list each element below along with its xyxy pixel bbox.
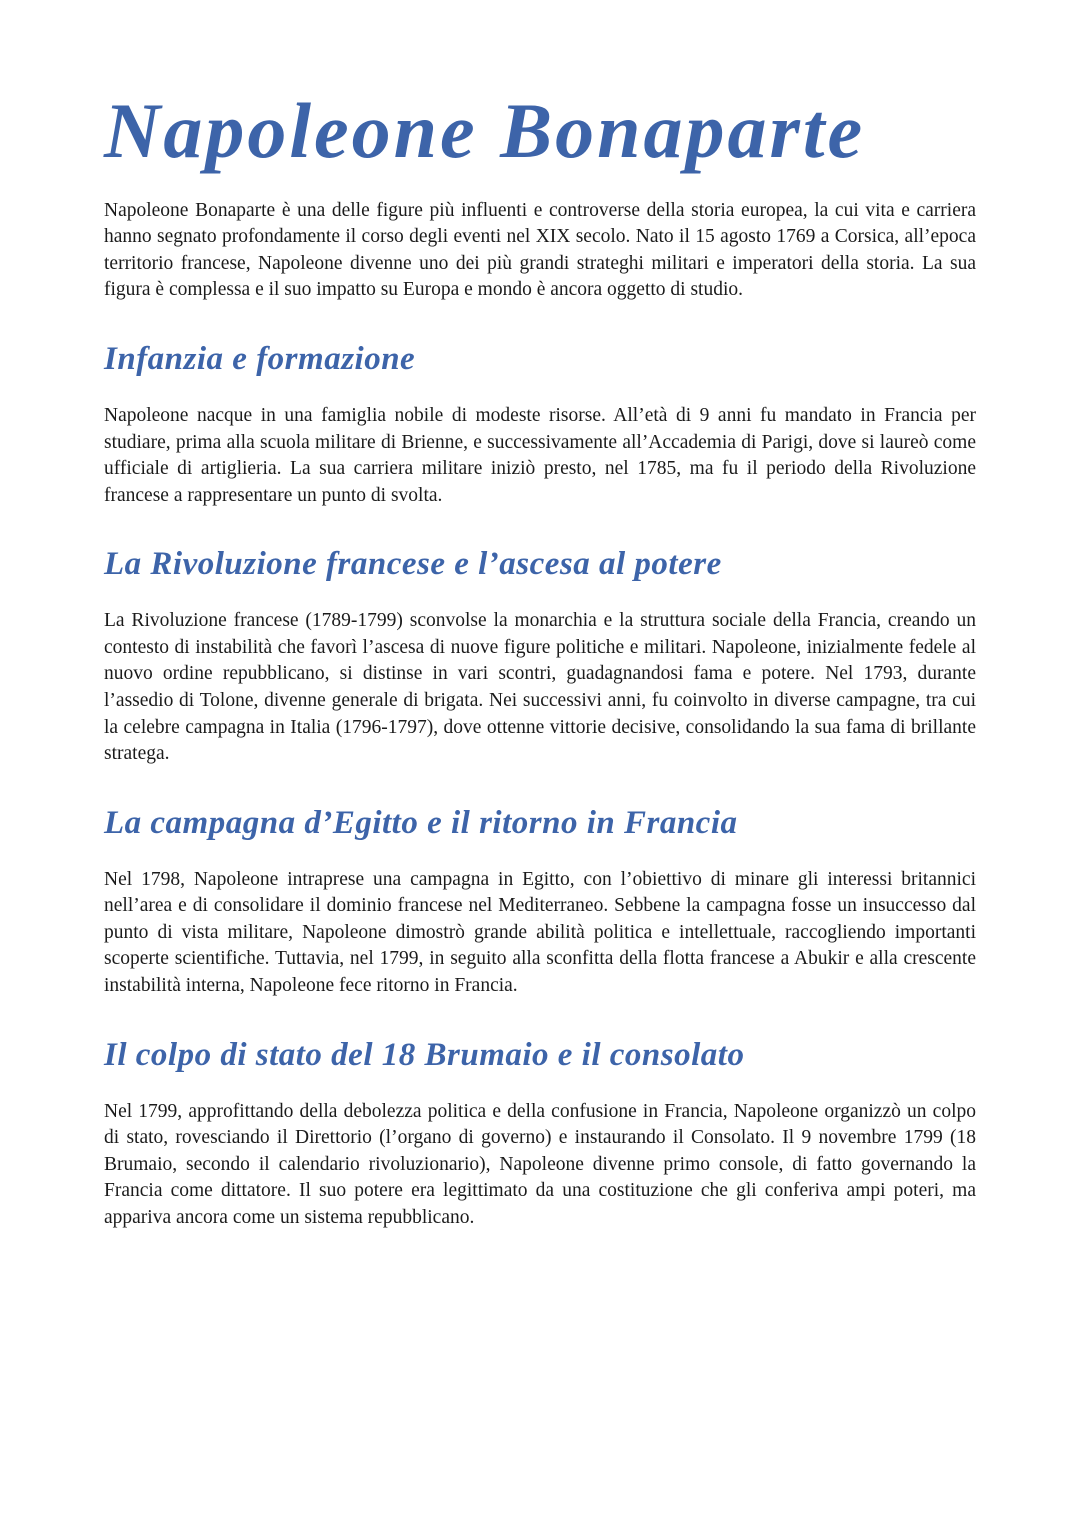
section-heading-brumaio: Il colpo di stato del 18 Brumaio e il consolato — [104, 1036, 745, 1073]
section-paragraph-rivoluzione: La Rivoluzione francese (1789-1799) sconvolse la monarchia e la struttura sociale della Francia, creando un contesto di instabilità che favorì l’ascesa di nuove figure politiche e militari. Napoleone, inizialmente fedele al nuovo ordine repubblicano, si distinse in vari scontri, guadagnandosi fama e potere. Nel 1793, durante l’assedio di Tolone, divenne generale di brigata. Nei successivi anni, fu coinvolto in diverse campagne, tra cui la celebre campagna in Italia (1796-1797), dove ottenne vittorie decisive, consolidando la sua fama di brillante stratega. — [104, 610, 976, 765]
section-rivoluzione — [104, 543, 976, 767]
section-heading-rivoluzione: La Rivoluzione francese e l’ascesa al potere — [104, 546, 722, 583]
section-paragraph-infanzia: Napoleone nacque in una famiglia nobile di modeste risorse. All’età di 9 anni fu mandato in Francia per studiare, prima alla scuola militare di Brienne, e successivamente all’Accademia di Parigi, dove si laureò come ufficiale di artiglieria. La sua carriera militare iniziò presto, nel 1785, ma fu il periodo della Rivoluzione francese a rappresentare un punto di svolta. — [104, 404, 976, 506]
document-title: Napoleone Bonaparte — [104, 87, 866, 174]
section-paragraph-egitto: Nel 1798, Napoleone intraprese una campagna in Egitto, con l’obiettivo di minare gli interessi britannici nell’area e di consolidare il dominio francese nel Mediterraneo. Sebbene la campagna fosse un insuccesso dal punto di vista militare, Napoleone dimostrò grande abilità politica e intellettuale, raccogliendo importanti scoperte scientifiche. Tuttavia, nel 1799, in seguito alla sconfitta della flotta francese a Abukir e alla crescente instabilità interna, Napoleone fece ritorno in Francia. — [104, 868, 976, 997]
section-heading-infanzia: Infanzia e formazione — [104, 341, 416, 378]
intro-paragraph: Napoleone Bonaparte è una delle figure più influenti e controverse della storia europea, la cui vita e carriera hanno segnato profondamente il corso degli eventi nel XIX secolo. Nato il 15 agosto 1769 a Corsica, all’epoca territorio francese, Napoleone divenne uno dei più grandi strateghi militari e imperatori della storia. La sua figura è complessa e il suo impatto su Europa e mondo è ancora oggetto di studio. — [104, 199, 976, 301]
section-egitto — [104, 802, 976, 1000]
section-heading-egitto: La campagna d’Egitto e il ritorno in Francia — [104, 804, 738, 841]
section-paragraph-brumaio: Nel 1799, approfittando della debolezza politica e della confusione in Francia, Napoleone organizzò un colpo di stato, rovesciando il Direttorio (l’organo di governo) e instaurando il Consolato. Il 9 novembre 1799 (18 Brumaio, secondo il calendario rivoluzionario), Napoleone divenne primo console, di fatto governando la Francia come dittatore. Il suo potere era legittimato da una costituzione che gli conferiva ampi poteri, ma appariva ancora come un sistema repubblicano. — [104, 1100, 976, 1228]
section-infanzia — [104, 338, 976, 509]
section-brumaio — [104, 1034, 976, 1232]
